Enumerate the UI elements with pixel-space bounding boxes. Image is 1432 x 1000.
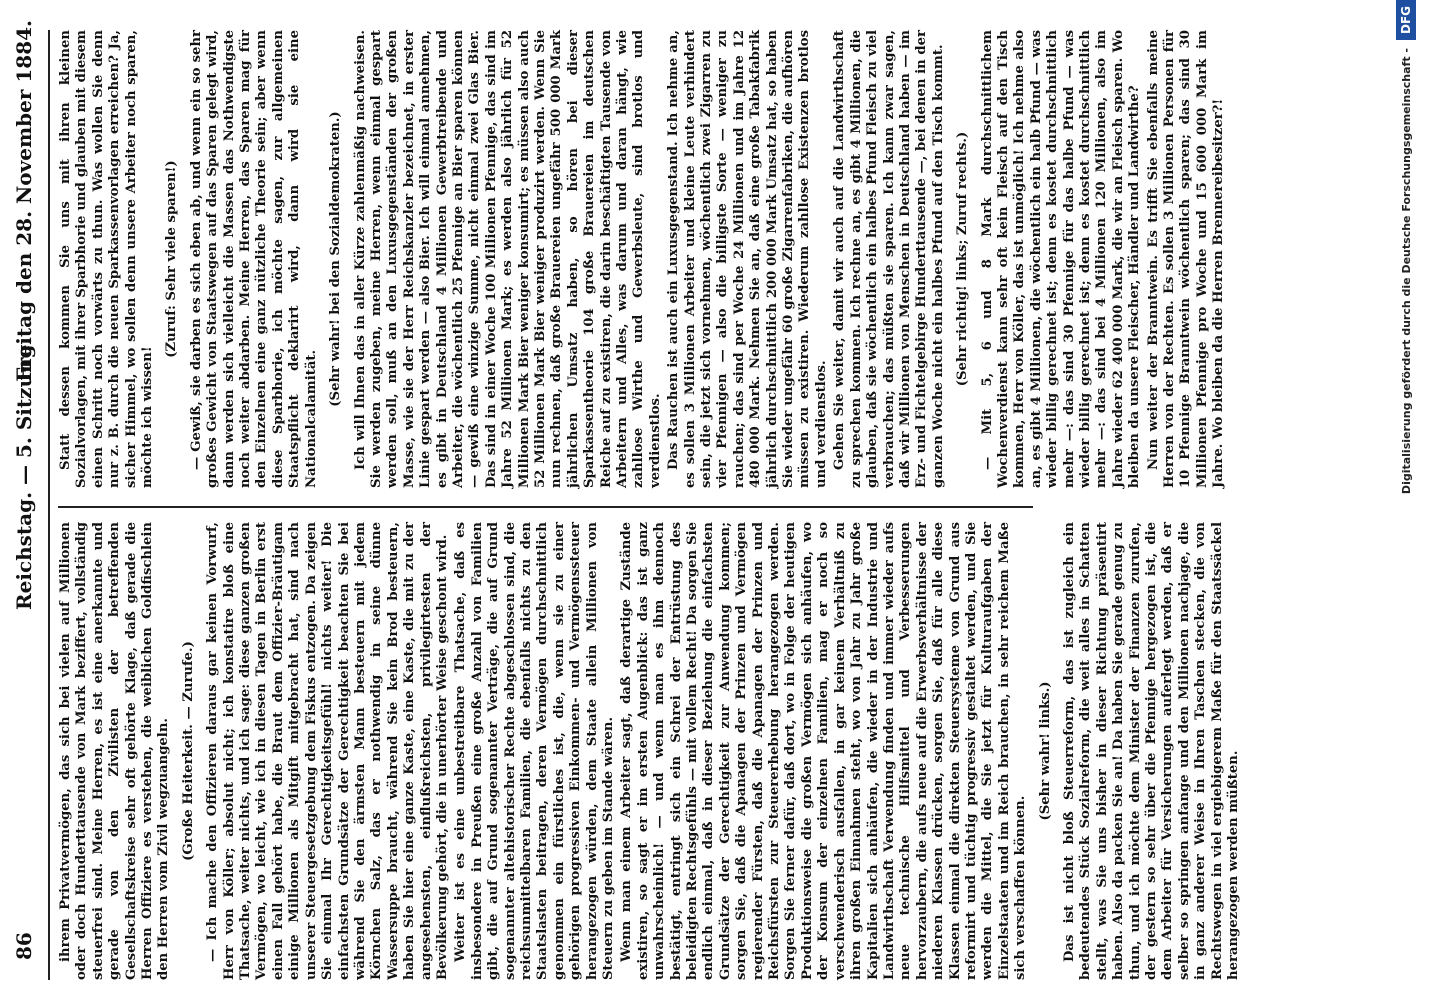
paragraph: Nun weiter der Branntwein. Es trifft Sie ebenfalls meine Herren von der Rechten. Es sollen 3 Millionen Personen für 10 Pfennige Branntwein wöchentlich sparen; das sind 30 Millionen Pfennige pro Woche und 15 600 000 Mark im Jahre. Wo bleiben da die Herren Brennereibesitzer?!	[1145, 30, 1227, 488]
paragraph: — Ich mache den Offizieren daraus gar keinen Vorwurf, Herr von Köller; absolut nicht; ich konstatire bloß eine Thatsache, weiter nichts, und ich sage: diese ganzen großen Vermögen, wo leicht, wie ich in diesen Tagen in Berlin erst einen Fall gehört habe, die Braut dem Offizier-Bräutigam einige Millionen als Mitgift mitgebracht hat, sind nach unserer Steuergesetzgebung dem Fiskus entzogen. Da zeigen Sie einmal Ihr Gerechtigkeitsgefühl! nichts weiter! Die einfachsten Grundsätze der Gerechtigkeit beachten Sie bei während Sie den ärmsten Mann besteuern mit jedem Körnchen Salz, das er nothwendig in seine dünne Wassersuppe braucht, während Sie kein Brod besteuern, haben Sie hier eine ganze Kaste, eine Kaste, die mit zu der angesehensten, einflußreichsten, privilegirtesten der Bevölkerung gehört, die in unerhörter Weise geschont wird.	[205, 522, 450, 980]
dfg-logo: DFG	[1396, 0, 1416, 40]
page-header	[12, 20, 42, 980]
page-number: 86	[12, 932, 36, 960]
digitization-notice: Digitalisierung gefördert durch die Deutsche Forschungsgemeinschaft -	[1400, 48, 1413, 495]
interjection: (Zuruf: Sehr viele sparen!)	[164, 160, 180, 358]
paragraph: — Gewiß, sie darben es sich eben ab, und wenn ein so sehr großes Gewicht von Staatswegen auf das Sparen gelegt wird, dann werden sich vielleicht die Massen das Nothwendigste noch weiter abdarben. Meine Herren, das Sparen mag für den Einzelnen eine ganz nützliche Theorie sein; aber wenn diese Sparbhorie, ich möchte sagen, zur allgemeinen Staatspflicht deklarirt wird, dann wird sie eine Nationalcalamität.	[188, 30, 319, 488]
column-divider	[58, 506, 1033, 508]
paragraph: Das Rauchen ist auch ein Luxusgegenstand. Ich nehme an, es sollen 3 Millionen Arbeiter und kleine Leute verhindert sein, die jetzt sich vornehmen, wöchentlich zwei Zigarren zu vier Pfennigen — also die billigste Sorte — weniger zu rauchen; das sind per Woche 24 Millionen und im Jahre 12 480 000 Mark. Nehmen Sie an, daß eine große Tabakfabrik jährlich durchschnittlich 200 000 Mark Umsatz hat, so haben Sie wieder ungefähr 60 große Zigarrenfabriken, die aufhören müssen zu existiren. Wiederum zahllose Existenzen brotlos und verdienstlos.	[666, 30, 829, 488]
paragraph: Das ist nicht bloß Steuerreform, das ist zugleich ein bedeutendes Stück Sozialreform, die weit alles in Schatten stellt, was Sie uns bisher in dieser Richtung präsentirt haben. Also da packen Sie an! Da haben Sie gerade genug zu thun, und ich möchte dem Minister der Finanzen zurufen, der gestern so sehr über die Pfennige hergezogen ist, die dem Arbeiter für Versicherungen auferlegt werden, daß er selber so springen anfange und den Millionen nachjage, die in ganz anderer Weise in Ihren Taschen stecken, die von Rechtswegen in viel ergiebigerem Maße für den Staatssäckel herangezogen werden müßten.	[1061, 522, 1242, 980]
interjection: (Große Heiterkeit. — Zurufe.)	[180, 641, 196, 861]
session-title: Reichstag. — 5. Sitzung.	[12, 337, 36, 610]
interjection: (Sehr wahr! bei den Sozialdemokraten.)	[328, 111, 344, 407]
text-column-left	[58, 522, 1242, 980]
paragraph: ihrem Privatvermögen, das sich bei vielen auf Millionen oder doch Hunderttausende von Mark beziffert, vollständig steuerfrei sind. Meine Herren, es ist eine anerkannte und gerade von den Zivilisten der betreffenden Gesellschaftskreise sehr oft gehörte Klage, daß gerade die Herren Offiziere es verstehen, die weiblichen Goldfischlein den Herren vom Zivil wegzuangeln.	[58, 522, 172, 980]
paragraph: Gehen Sie weiter, damit wir auch auf die Landwirthschaft zu sprechen kommen. Ich rechne an, es gibt 4 Millionen, die glauben, daß sie wöchentlich ein halbes Pfund Fleisch zu viel verbrauchen; das müßten sie sparen. Ich kann zwar sagen, daß wir Millionen von Menschen in Deutschland haben — im Erz- und Fichtelgebirge Hunderttausende —, bei denen in der ganzen Woche nicht ein halbes Pfund auf den Tisch kommt.	[832, 30, 946, 488]
paragraph: Ich will Ihnen das in aller Kürze zahlenmäßig nachweisen. Sie werden zugeben, meine Herren, wenn einmal gespart werden soll, muß an den Luxusgegenständen der großen Masse, wie sie der Herr Reichskanzler bezeichnet, in erster Linie gespart werden — also Bier. Ich will einmal annehmen, es gibt in Deutschland 4 Millionen Gewerbtreibende und Arbeiter, die wöchentlich 25 Pfennige an Bier sparen können — gewiß eine winzige Summe, nicht einmal zwei Glas Bier. Das sind in einer Woche 100 Millionen Pfennige, das sind im Jahre 52 Millionen Mark; es werden also jährlich für 52 Millionen Mark Bier weniger konsumirt; es müssen also auch 52 Millionen Mark Bier weniger produzirt werden. Wenn Sie nun rechnen, daß große Brauereien ungefähr 500 000 Mark jährlichen Umsatz haben, so hören bei dieser Sparkassentheorie 104 große Brauereien im deutschen Reiche auf zu existiren, die darin beschäftigten Tausende von Arbeitern und Alles, was darum und daran hängt, wie zahllose Wirthe und Gewerbsleute, sind brotlos und verdienstlos.	[352, 30, 663, 488]
paragraph: Weiter ist es eine unbestreitbare Thatsache, daß es insbesondere in Preußen eine große Anzahl von Familien gibt, die auf Grund sogenannter Verträge, die auf Grund sogenannter altehistorischer Rechte abgeschlossen sind, die reichsunmittelbaren Familien, die ebenfalls nichts zu den Staatslasten beitragen, deren Vermögen durchschnittlich genommen ein fürstliches ist, die, wenn sie zu einer gehörigen progressiven Einkommen- und Vermögenssteuer herangezogen würden, dem Staate allein Millionen von Steuern zu geben im Stande wären.	[453, 522, 616, 980]
paragraph: Wenn man einem Arbeiter sagt, daß derartige Zustände existiren, so sagt er im ersten Augenblick: das ist ganz unwahrscheinlich! — und wenn man es ihm dennoch bestätigt, entringt sich ein Schrei der Entrüstung des beleidigten Rechtsgefühls — mit vollem Recht! Da sorgen Sie endlich einmal, daß in dieser Beziehung die einfachsten Grundsätze der Gerechtigkeit zur Anwendung kommen; sorgen Sie, daß die Apanagen der Prinzen und Vermögen regierender Fürsten, daß die Apanagen der Prinzen und Reichsfürsten zur Steuererhebung herangezogen werden. Sorgen Sie ferner dafür, daß dort, wo in Folge der heutigen Produktionsweise die großen Vermögen sich anhäufen, wo der Konsum der einzelnen Familien, mag er noch so verschwenderisch ausfallen, in gar keinem Verhältniß zu ihren großen Einnahmen steht, wo von Jahr zu Jahr große Kapitalien sich anhäufen, die wieder in der Industrie und Landwirthschaft Verwendung finden und immer wieder aufs neue technische Hilfsmittel und Verbesserungen hervorzaubern, die aufs neue auf die Erwerbsverhältnisse der niederen Klassen drücken, sorgen Sie, daß für alle diese Klassen einmal die direkten Steuersysteme von Grund aus reformirt und tüchtig progressiv gestaltet werden, und Sie werden die Mittel, die Sie jetzt für Kulturaufgaben der Einzelstaaten und im Reich brauchen, in sehr reichem Maße sich verschaffen können.	[619, 522, 1029, 980]
header-rule	[48, 30, 50, 980]
interjection: (Sehr richtig! links; Zuruf rechts.)	[955, 131, 971, 387]
paragraph: Statt dessen kommen Sie uns mit ihren kleinen Sozialvorlagen, mit ihrer Sparbhorie und glauben mit diesem einen Schritt noch vorwärts zu thun. Was wollen Sie denn nur z. B. durch die neuen Sparkassenvorlagen erreichen? Ja, sicher Himmel, wo sollen denn unsere Arbeiter noch sparen, möchte ich wissen!	[58, 30, 156, 488]
interjection: (Sehr wahr! links.)	[1037, 681, 1053, 821]
session-date: Freitag den 28. November 1884.	[12, 20, 36, 382]
paragraph: — Mit 5, 6 und 8 Mark durchschnittlichem Wochenverdienst kann sehr oft kein Fleisch auf den Tisch kommen, Herr von Köller, das ist unmöglich! Ich nehme also an, es gibt 4 Millionen, die wöchentlich ein halb Pfund — was wieder billig gerechnet ist; denn es kostet durchschnittlich mehr —: das sind 30 Pfennige für das halbe Pfund — was wieder billig gerechnet ist; denn es kostet durchschnittlich mehr —: das sind bei 4 Millionen 120 Millionen, also im Jahre wieder 62 400 000 Mark, die wir an Fleisch sparen. Wo bleiben da unsere Fleischer, Händler und Landwirthe?	[979, 30, 1143, 488]
digitization-footer	[1392, 0, 1432, 1000]
text-column-right	[58, 30, 1227, 488]
